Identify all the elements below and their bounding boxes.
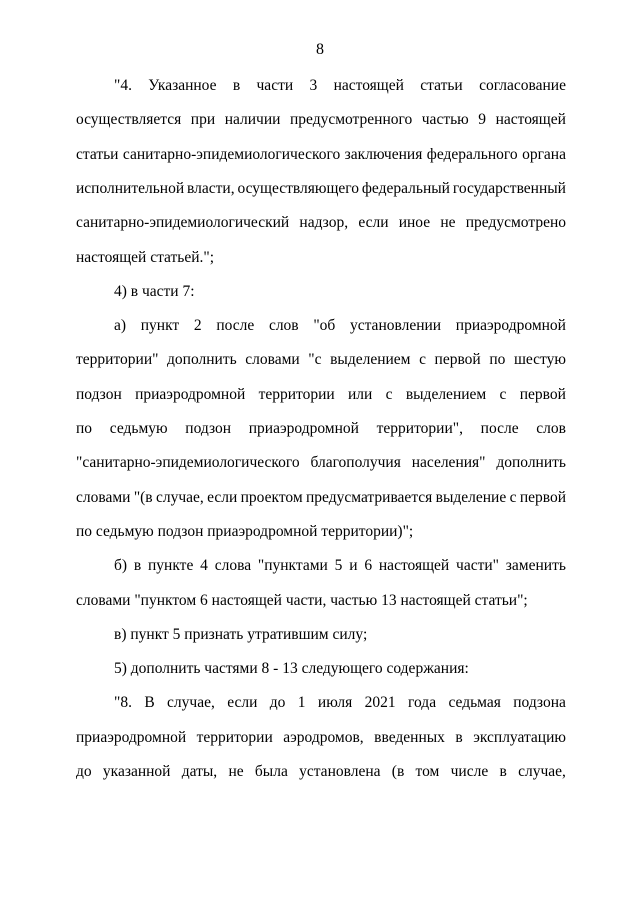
word: настоящей	[378, 557, 450, 575]
word: заменить	[505, 557, 566, 575]
word: приаэродромной	[76, 728, 187, 746]
word: не	[228, 763, 244, 780]
word: власти,	[187, 179, 235, 197]
text-line: настоящей статьей.";	[76, 248, 215, 266]
word: числе	[450, 763, 489, 780]
word: первой	[434, 351, 481, 369]
text-line: словами "пунктом 6 настоящей части, частью 13 настоящей статьи";	[76, 591, 528, 609]
word: территории"	[76, 351, 159, 369]
word: пункте	[148, 557, 194, 575]
word: подзона	[513, 694, 566, 712]
word: указанной	[102, 763, 171, 780]
word: года	[408, 694, 437, 712]
word: словами	[76, 488, 131, 506]
word: до	[269, 694, 286, 712]
text-line: в) пункт 5 признать утратившим силу;	[114, 625, 368, 643]
word: если	[358, 214, 389, 232]
word: предусмотрено	[465, 214, 566, 232]
word: случае,	[155, 488, 204, 506]
text-line	[76, 110, 566, 130]
word: 6	[364, 557, 373, 575]
text-line	[76, 350, 566, 370]
word: дополнить	[167, 351, 237, 369]
word: приаэродромной	[455, 317, 566, 335]
word: части	[256, 77, 294, 94]
word: наличии	[224, 111, 281, 129]
word: даты,	[181, 763, 218, 780]
text-line	[76, 145, 566, 165]
word: "пунктами	[257, 557, 328, 575]
word: 3	[309, 77, 318, 94]
word: 1	[297, 694, 306, 712]
word: была	[254, 763, 288, 780]
word: не	[440, 214, 456, 232]
word: заключения	[344, 145, 423, 163]
word: частью	[421, 111, 469, 129]
word: июля	[317, 694, 353, 712]
word: "с	[308, 351, 322, 369]
word: пункт	[140, 317, 180, 335]
word: в	[455, 728, 463, 746]
word: настоящей	[495, 111, 566, 129]
word: в	[499, 763, 507, 780]
word: надзор,	[299, 214, 349, 232]
word: слов	[268, 317, 299, 335]
word: санитарно-эпидемиологического	[122, 145, 341, 163]
word: территории",	[376, 420, 463, 437]
word: подзон	[76, 385, 122, 403]
text-line: 5) дополнить частями 8 - 13 следующего содержания:	[114, 660, 469, 678]
word: слова	[214, 557, 252, 575]
word: В	[144, 694, 155, 712]
word: или	[347, 385, 373, 403]
word: части"	[456, 557, 499, 575]
word: (в	[391, 763, 405, 780]
text-line	[76, 728, 566, 748]
word: 4	[200, 557, 208, 575]
word: слов	[536, 420, 566, 437]
text-line	[76, 179, 566, 199]
word: приаэродромной	[248, 420, 359, 437]
word: шестую	[513, 351, 566, 369]
word: статьи	[420, 77, 463, 94]
word: 9	[478, 111, 487, 129]
text-line	[76, 385, 566, 405]
word: с	[385, 385, 393, 403]
word: "санитарно-эпидемиологического	[76, 454, 300, 472]
word: "4.	[114, 77, 132, 94]
word: санитарно-эпидемиологический	[76, 214, 290, 232]
word: настоящей	[333, 77, 404, 94]
text-line: 4) в части 7:	[114, 282, 195, 300]
word: 5	[334, 557, 343, 575]
word: федеральный	[361, 179, 450, 197]
word: органа	[522, 145, 566, 163]
word: до	[76, 763, 92, 780]
word: федерального	[426, 145, 518, 163]
word: после	[216, 317, 255, 335]
text-line	[76, 213, 566, 233]
text-line	[114, 556, 566, 576]
word: словами	[245, 351, 300, 369]
word: благополучия	[310, 454, 401, 472]
word: после	[480, 420, 519, 437]
word: при	[190, 111, 216, 129]
word: выделением	[405, 385, 487, 403]
word: территории	[196, 728, 273, 746]
word: седьмая	[448, 694, 501, 712]
text-line: по седьмую подзон приаэродромной территории)";	[76, 522, 414, 540]
word: по	[76, 420, 93, 437]
text-line	[114, 316, 566, 336]
word: первой	[519, 488, 566, 506]
word: Указанное	[148, 77, 217, 94]
word: территории	[258, 385, 335, 403]
word: случае,	[167, 694, 215, 712]
word: с	[419, 351, 426, 369]
word: эксплуатацию	[473, 728, 566, 746]
word: выделением	[330, 351, 411, 369]
word: согласование	[479, 77, 566, 94]
word: седьмую	[109, 420, 168, 437]
word: проектом	[240, 488, 303, 506]
word: осуществляющего	[237, 179, 359, 197]
page-number: 8	[316, 41, 324, 58]
word: населения"	[411, 454, 486, 472]
word: а)	[114, 317, 127, 335]
word: в	[133, 557, 142, 575]
word: предусмотренного	[289, 111, 413, 129]
word: подзон	[185, 420, 232, 437]
word: приаэродромной	[135, 385, 246, 403]
word: если	[227, 694, 258, 712]
text-line	[114, 693, 566, 713]
word: в	[232, 77, 241, 94]
word: по	[489, 351, 506, 369]
word: выделение	[435, 488, 507, 506]
word: если	[207, 488, 238, 506]
word: установлена	[299, 763, 381, 780]
word: осуществляется	[76, 111, 182, 129]
word: аэродромов,	[283, 728, 364, 746]
word: предусматривается	[306, 488, 433, 506]
word: установлении	[349, 317, 442, 335]
word: дополнить	[496, 454, 566, 472]
text-line	[76, 488, 566, 508]
word: статьи	[76, 145, 119, 163]
word: "об	[313, 317, 336, 335]
word: с	[509, 488, 517, 506]
word: 2	[193, 317, 202, 335]
word: введенных	[374, 728, 445, 746]
text-line	[114, 76, 566, 96]
word: первой	[519, 385, 566, 403]
word: с	[499, 385, 507, 403]
word: и	[349, 557, 358, 575]
word: "8.	[114, 694, 132, 712]
text-line	[76, 762, 566, 782]
text-line	[76, 453, 566, 473]
word: иное	[398, 214, 431, 232]
word: том	[415, 763, 440, 780]
text-line	[76, 419, 566, 439]
word: 2021	[364, 694, 396, 712]
word: государственный	[452, 179, 566, 197]
word: исполнительной	[76, 179, 185, 197]
word: "(в	[133, 488, 153, 506]
word: б)	[114, 557, 128, 575]
word: случае,	[518, 763, 566, 780]
